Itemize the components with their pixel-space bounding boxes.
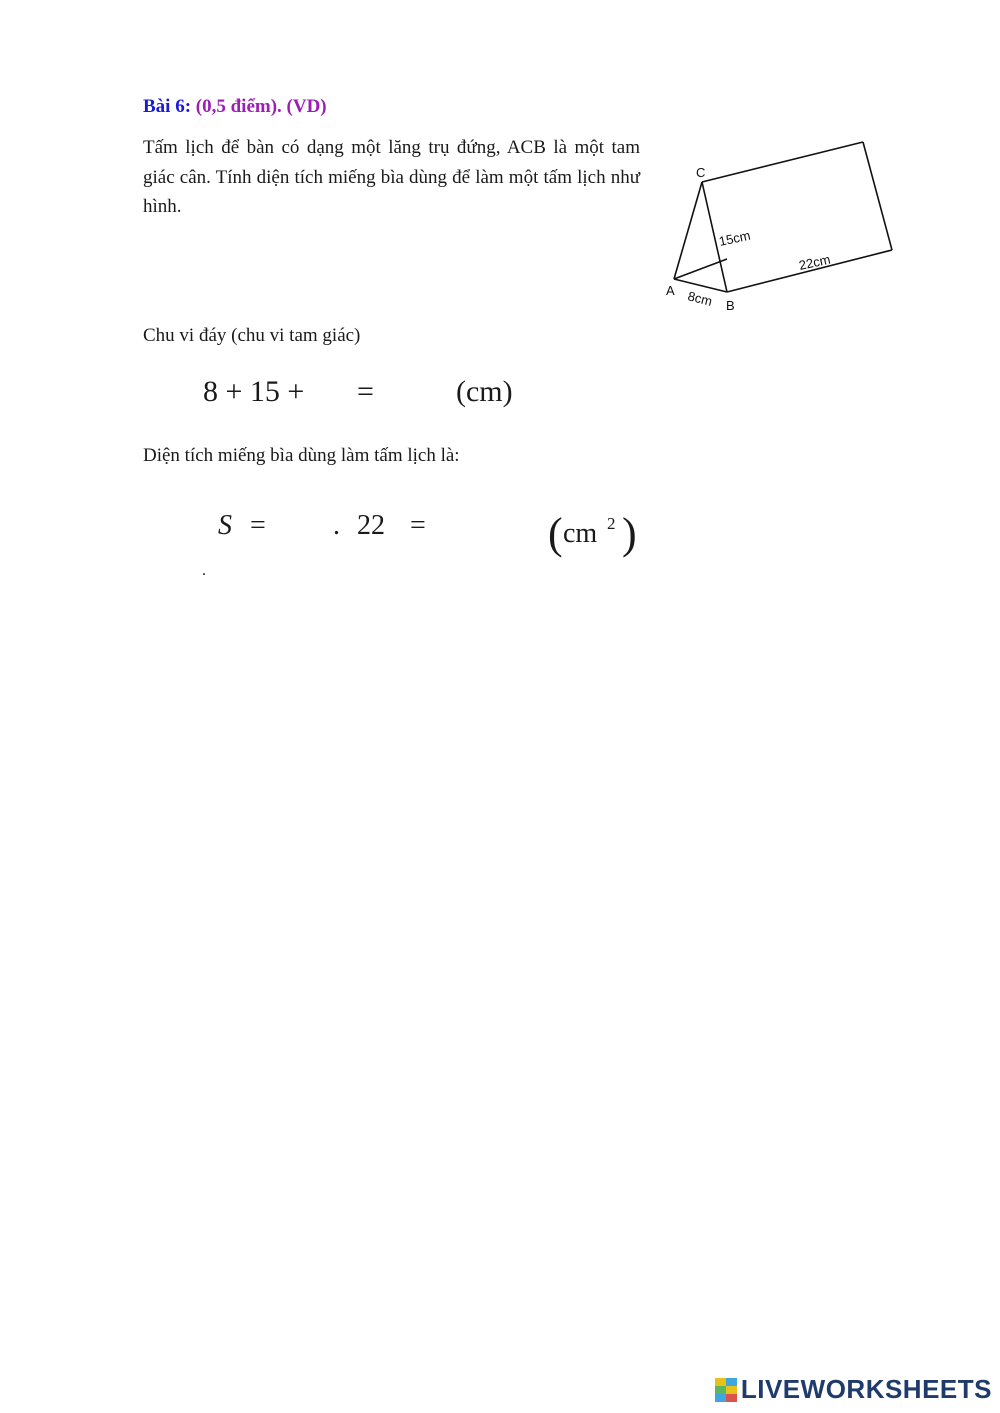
area-unit-exponent: 2 <box>607 514 616 533</box>
side-8-label: 8cm <box>686 288 714 309</box>
area-paren-open: ( <box>548 509 563 558</box>
area-unit: cm <box>563 518 598 549</box>
area-equals-1: = <box>250 510 266 541</box>
exercise-label: Bài 6: <box>143 96 192 117</box>
prism-figure <box>660 132 900 317</box>
area-equals-2: = <box>410 510 426 541</box>
side-15-label: 15cm <box>717 227 752 249</box>
edge-right <box>863 142 892 250</box>
liveworksheets-logo[interactable] <box>715 1374 992 1405</box>
side-22-label: 22cm <box>797 251 832 273</box>
perimeter-expression: 8 + 15 + <box>203 375 305 408</box>
vertex-c-label: C <box>696 165 706 180</box>
exercise-points: (0,5 điểm). (VD) <box>195 96 327 117</box>
area-label: Diện tích miếng bìa dùng làm tấm lịch là: <box>143 445 460 466</box>
logo-text: LIVEWORKSHEETS <box>740 1374 992 1404</box>
area-symbol-s: S <box>218 510 232 541</box>
exercise-statement: Tấm lịch để bàn có dạng một lăng trụ đứng, ACB là một tam giác cân. Tính diện tích miếng bìa dùng để làm một tấm lịch như hình. <box>143 137 640 217</box>
exercise-title <box>143 96 327 118</box>
area-paren-close: ) <box>622 509 637 558</box>
perimeter-unit: (cm) <box>456 375 513 408</box>
prism-diagram <box>660 132 900 317</box>
vertex-b-label: B <box>726 298 735 313</box>
edge-back-diagonal <box>674 259 727 279</box>
perimeter-equals: = <box>357 375 374 408</box>
liveworksheets-logo-icon <box>715 1378 737 1402</box>
perimeter-label: Chu vi đáy (chu vi tam giác) <box>143 325 361 346</box>
edge-top <box>702 142 863 182</box>
area-multiply-dot: . <box>333 510 340 541</box>
edge-ca <box>674 182 702 279</box>
trailing-dot: . <box>202 562 206 579</box>
vertex-a-label: A <box>666 283 675 298</box>
area-factor-22: 22 <box>357 510 385 541</box>
